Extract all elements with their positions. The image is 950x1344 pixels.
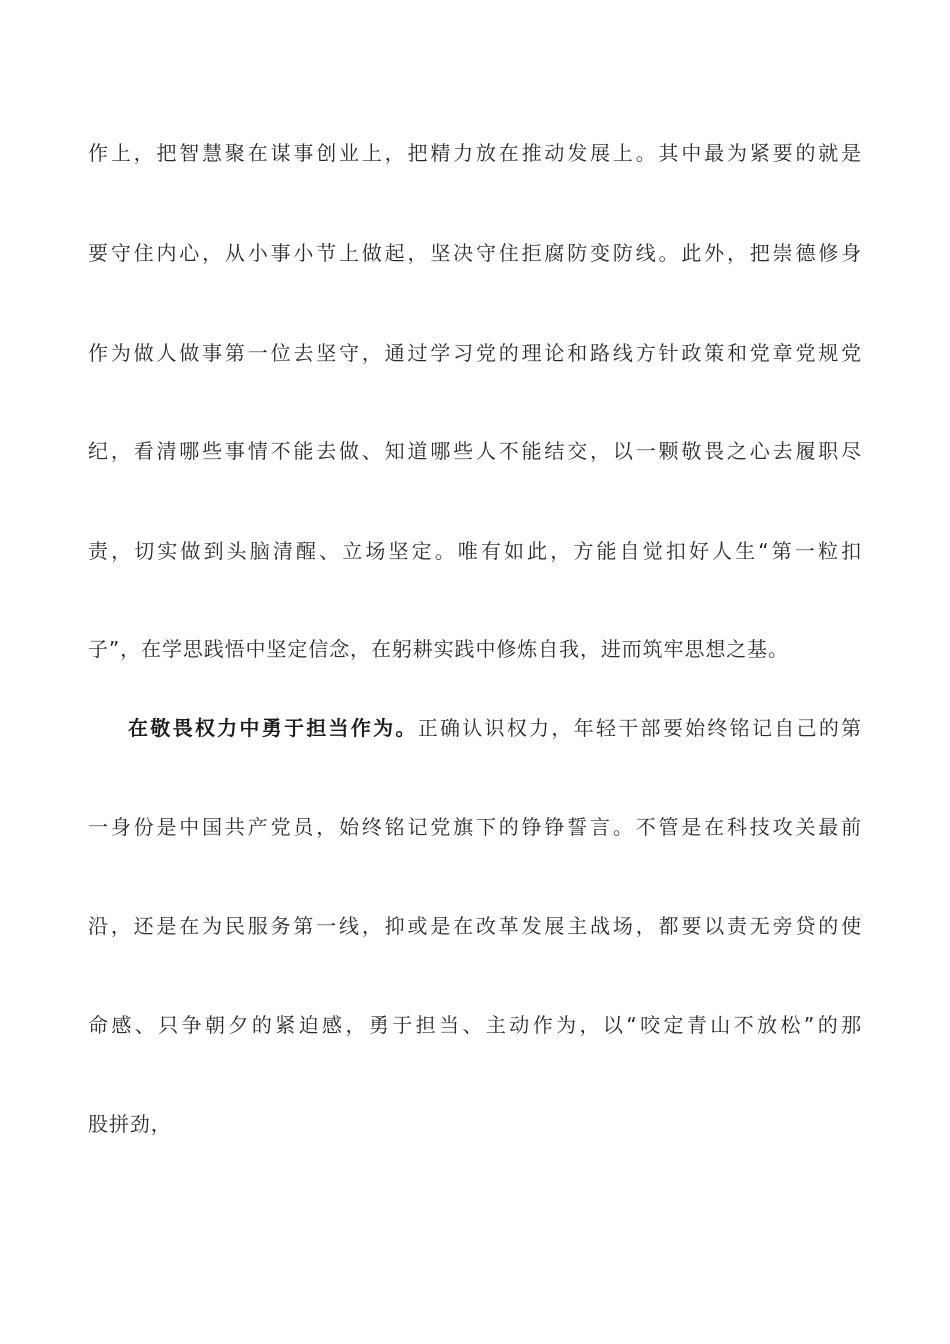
section-line-3: 沿，还是在为民服务第一线，抑或是在改革发展主战场，都要以责无旁贷的使 — [88, 914, 862, 938]
paragraph-line-4: 纪，看清哪些事情不能去做、知道哪些人不能结交，以一颗敬畏之心去履职尽 — [88, 439, 862, 463]
paragraph-line-3: 作为做人做事第一位去坚守，通过学习党的理论和路线方针政策和党章党规党 — [88, 341, 862, 365]
section-line-4: 命感、只争朝夕的紧迫感，勇于担当、主动作为，以“咬定青山不放松”的那 — [88, 1013, 862, 1037]
paragraph-line-1: 作上，把智慧聚在谋事创业上，把精力放在推动发展上。其中最为紧要的就是 — [88, 141, 862, 165]
section-heading: 在敬畏权力中勇于担当作为。 — [128, 716, 418, 740]
paragraph-line-5: 责，切实做到头脑清醒、立场坚定。唯有如此，方能自觉扣好人生“第一粒扣 — [88, 539, 862, 563]
section-first-line-text: 正确认识权力，年轻干部要始终铭记自己的第 — [417, 716, 863, 740]
section-first-line — [128, 714, 862, 742]
paragraph-line-2: 要守住内心，从小事小节上做起，坚决守住拒腐防变防线。此外，把崇德修身 — [88, 241, 862, 265]
section-line-5: 股拼劲， — [88, 1112, 172, 1136]
paragraph-line-6: 子”，在学思践悟中坚定信念，在躬耕实践中修炼自我，进而筑牢思想之基。 — [88, 637, 789, 661]
section-line-2: 一身份是中国共产党员，始终铭记党旗下的铮铮誓言。不管是在科技攻关最前 — [88, 815, 862, 839]
